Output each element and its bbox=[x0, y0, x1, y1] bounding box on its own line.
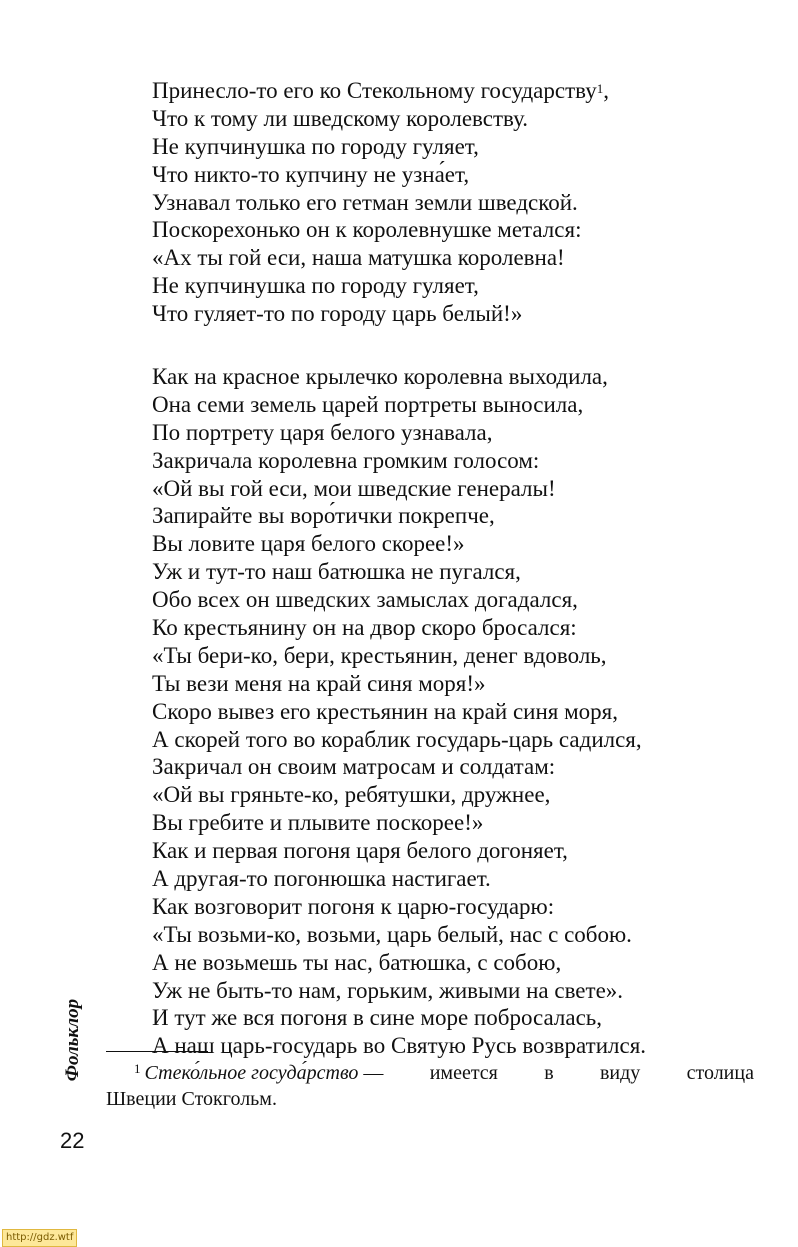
poem-line-text: А скорей того во кораблик государь-царь садился, bbox=[152, 726, 642, 752]
poem-line bbox=[152, 244, 609, 272]
poem-line-text: Вы ловите царя белого скорее!» bbox=[152, 531, 465, 557]
poem-line-text: Что гуляет-то по городу царь белый!» bbox=[152, 301, 523, 327]
poem-line bbox=[152, 133, 609, 161]
poem-line bbox=[152, 726, 646, 754]
poem-line-text: «Ой вы гряньте-ко, ребятушки, дружнее, bbox=[152, 782, 551, 808]
poem-line-text: Что к тому ли шведскому королевству. bbox=[152, 105, 529, 131]
poem-line-text: Как на красное крылечко королевна выходила, bbox=[152, 364, 608, 389]
poem-line-text: Что никто-то купчину не узна́ет, bbox=[152, 161, 470, 187]
poem-line bbox=[152, 300, 609, 328]
footnote-term: Стеко́льное госуда́рство bbox=[144, 1062, 359, 1084]
poem-line-text: Закричала королевна громким голосом: bbox=[152, 447, 540, 473]
poem-line bbox=[152, 921, 646, 949]
poem-line bbox=[152, 642, 646, 670]
poem-line-text: Ты вези меня на край синя моря!» bbox=[152, 670, 486, 696]
poem-line bbox=[152, 809, 646, 837]
poem-line bbox=[152, 161, 609, 189]
section-side-label: Фольклор bbox=[62, 998, 83, 1082]
poem-line-text: Закричал он своим матросам и солдатам: bbox=[152, 754, 556, 780]
poem-line-text: «Ах ты гой еси, наша матушка королевна! bbox=[152, 245, 565, 271]
poem-stanza-1 bbox=[152, 77, 609, 328]
poem-line-text: Не купчинушка по городу гуляет, bbox=[152, 273, 479, 299]
poem-line bbox=[152, 272, 609, 300]
footnote-dash: — bbox=[363, 1062, 384, 1084]
poem-line bbox=[152, 1032, 646, 1060]
poem-line bbox=[152, 502, 646, 530]
poem-line bbox=[152, 977, 646, 1005]
poem-line-text: «Ты бери-ко, бери, крестьянин, денег вдоволь, bbox=[152, 642, 607, 668]
footnote-lead bbox=[106, 1061, 383, 1087]
footnote-marker: 1 bbox=[134, 1061, 141, 1076]
poem-line-text: А не возьмешь ты нас, батюшка, с собою, bbox=[152, 949, 562, 975]
poem-line bbox=[152, 558, 646, 586]
poem-line bbox=[152, 614, 646, 642]
site-watermark-link[interactable]: http://gdz.wtf bbox=[2, 1229, 77, 1247]
poem-line bbox=[152, 419, 646, 447]
poem-line-text: Как и первая погоня царя белого догоняет, bbox=[152, 838, 568, 864]
footnote-line-1 bbox=[106, 1061, 754, 1087]
poem-line-text: «Ты возьми-ко, возьми, царь белый, нас с собою. bbox=[152, 921, 632, 947]
poem-line-text: Как возговорит погоня к царю-государю: bbox=[152, 893, 555, 919]
footnote-divider bbox=[106, 1051, 208, 1052]
footnote bbox=[106, 1061, 754, 1112]
footnote-reference: 1 bbox=[596, 81, 604, 96]
poem-line bbox=[152, 670, 646, 698]
poem-line bbox=[152, 363, 646, 391]
poem-line-text: Обо всех он шведских замыслах догадался, bbox=[152, 587, 578, 613]
poem-line-text: Ко крестьянину он на двор скоро бросался: bbox=[152, 615, 577, 641]
poem-line-text: Скоро вывез его крестьянин на край синя моря, bbox=[152, 698, 618, 724]
footnote-word: в bbox=[544, 1062, 554, 1084]
page-number: 22 bbox=[60, 1128, 85, 1153]
poem-line-text: Поскорехонько он к королевнушке метался: bbox=[152, 217, 582, 243]
poem-line-punctuation: , bbox=[603, 78, 609, 103]
poem-line-text: Не купчинушка по городу гуляет, bbox=[152, 133, 479, 159]
footnote-line-2: Швеции Стокгольм. bbox=[106, 1088, 277, 1110]
poem-line-text: Уж не быть-то нам, горьким, живыми на свете». bbox=[152, 977, 624, 1003]
poem-line-text: Запирайте вы воро́тички покрепче, bbox=[152, 503, 495, 529]
poem-line bbox=[152, 753, 646, 781]
poem-line-text: Она семи земель царей портреты выносила, bbox=[152, 391, 584, 417]
footnote-word: имеется bbox=[429, 1062, 498, 1084]
poem-line bbox=[152, 216, 609, 244]
poem-line bbox=[152, 447, 646, 475]
poem-stanza-2 bbox=[152, 363, 646, 1060]
poem-line bbox=[152, 77, 609, 105]
poem-line bbox=[152, 1004, 646, 1032]
footnote-word: столица bbox=[686, 1062, 754, 1084]
poem-line bbox=[152, 837, 646, 865]
poem-line-text: Уж и тут-то наш батюшка не пугался, bbox=[152, 559, 521, 585]
poem-line-text: А наш царь-государь во Святую Русь возвратился. bbox=[152, 1033, 647, 1059]
poem-line bbox=[152, 949, 646, 977]
poem-line-text: По портрету царя белого узнавала, bbox=[152, 419, 493, 445]
poem-line-text: Узнавал только его гетман земли шведской. bbox=[152, 189, 578, 215]
poem-line bbox=[152, 865, 646, 893]
poem-line-text: И тут же вся погоня в сине море побросалась, bbox=[152, 1005, 603, 1031]
poem-line bbox=[152, 475, 646, 503]
poem-line-text: «Ой вы гой еси, мои шведские генералы! bbox=[152, 475, 556, 501]
poem-line bbox=[152, 189, 609, 217]
poem-line bbox=[152, 698, 646, 726]
poem-line-text: Вы гребите и плывите поскорее!» bbox=[152, 810, 484, 836]
poem-line bbox=[152, 781, 646, 809]
poem-line bbox=[152, 105, 609, 133]
poem-line-text: Принесло-то его ко Стекольному государству bbox=[152, 78, 597, 103]
footnote-word: виду bbox=[599, 1062, 641, 1084]
poem-line-text: А другая-то погонюшка настигает. bbox=[152, 866, 491, 892]
poem-line bbox=[152, 391, 646, 419]
poem-line bbox=[152, 530, 646, 558]
poem-line bbox=[152, 586, 646, 614]
poem-line bbox=[152, 893, 646, 921]
